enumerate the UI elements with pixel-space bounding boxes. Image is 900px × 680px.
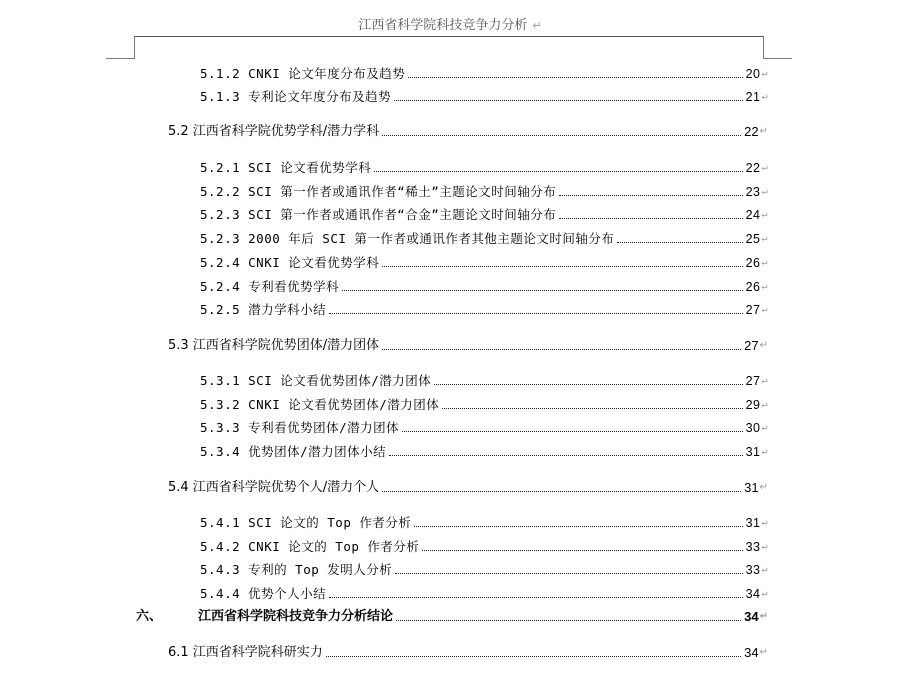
toc-leader [408, 77, 742, 78]
toc-entry-page: 30 [745, 421, 761, 435]
toc-entry-page: 27 [745, 303, 761, 317]
toc-entry-page: 31 [745, 445, 761, 459]
toc-entry[interactable] [200, 558, 768, 578]
toc-leader [382, 349, 741, 350]
toc-entry-page: 34 [744, 609, 759, 624]
toc-entry-title: 5.2.4 专利看优势学科 [200, 279, 340, 294]
toc-entry[interactable] [200, 440, 768, 460]
toc-leader [326, 656, 741, 657]
paragraph-mark-icon: ↵ [761, 422, 768, 433]
toc-leader [329, 597, 742, 598]
toc-leader [396, 620, 741, 621]
toc-entry-page: 27 [745, 374, 761, 388]
toc-leader [329, 313, 742, 314]
toc-entry[interactable] [200, 203, 768, 223]
toc-entry-page: 33 [745, 540, 761, 554]
toc-leader [617, 242, 742, 243]
toc-entry-page: 25 [745, 232, 761, 246]
toc-entry-page: 33 [745, 563, 761, 577]
toc-leader [559, 218, 742, 219]
paragraph-mark-icon: ↵ [761, 162, 768, 173]
toc-entry-page: 22 [745, 161, 761, 175]
toc-leader [395, 573, 742, 574]
toc-entry-title: 5.4.2 CNKI 论文的 Top 作者分析 [200, 539, 420, 554]
toc-entry-page: 22 [744, 124, 759, 139]
toc-entry[interactable] [200, 369, 768, 389]
toc-leader [389, 455, 742, 456]
toc-entry[interactable] [200, 251, 768, 271]
toc-entry-page: 26 [745, 256, 761, 270]
paragraph-mark-icon: ↵ [761, 517, 768, 528]
paragraph-mark-icon: ↵ [759, 482, 768, 493]
toc-entry-page: 23 [745, 185, 761, 199]
paragraph-mark-icon: ↵ [761, 91, 768, 102]
toc-entry[interactable] [168, 334, 768, 354]
toc-entry-page: 34 [745, 587, 761, 601]
toc-entry-title: 6.1 江西省科学院科研实力 [168, 645, 323, 660]
toc-leader [434, 384, 742, 385]
toc-entry-title: 5.2.3 2000 年后 SCI 第一作者或通讯作者其他主题论文时间轴分布 [200, 231, 615, 246]
paragraph-mark-icon: ↵ [761, 446, 768, 457]
toc-entry-page: 20 [745, 67, 761, 81]
toc-entry[interactable] [200, 275, 768, 295]
toc-entry-title: 5.4 江西省科学院优势个人/潜力个人 [168, 480, 380, 495]
toc-entry-title: 5.3.1 SCI 论文看优势团体/潜力团体 [200, 373, 432, 388]
toc-entry-page: 29 [745, 398, 761, 412]
toc-entry-title: 5.4.3 专利的 Top 发明人分析 [200, 562, 393, 577]
paragraph-mark-icon: ↵ [761, 233, 768, 244]
toc-leader [374, 171, 742, 172]
toc-entry[interactable] [200, 85, 768, 105]
toc-entry[interactable] [168, 120, 768, 140]
toc-entry-title: 5.2.4 CNKI 论文看优势学科 [200, 255, 380, 270]
margin-corner-mark-right [763, 36, 792, 59]
toc-entry[interactable] [200, 416, 768, 436]
toc-entry-page: 24 [745, 208, 761, 222]
paragraph-mark-icon: ↵ [761, 281, 768, 292]
paragraph-mark-icon: ↵ [761, 375, 768, 386]
toc-entry-title: 江西省科学院科技竞争力分析结论 [198, 609, 394, 624]
toc-leader [442, 408, 742, 409]
paragraph-mark-icon: ↵ [759, 126, 768, 137]
paragraph-mark-icon: ↵ [761, 399, 768, 410]
running-header-text: 江西省科学院科技竞争力分析 [358, 18, 528, 33]
toc-leader [422, 550, 742, 551]
toc-entry[interactable] [200, 180, 768, 200]
paragraph-mark-icon: ↵ [761, 588, 768, 599]
toc-chapter-number: 六、 [136, 609, 163, 624]
paragraph-mark-icon: ↵ [761, 68, 768, 79]
toc-entry-title: 5.3 江西省科学院优势团体/潜力团体 [168, 338, 380, 353]
toc-entry[interactable] [200, 156, 768, 176]
toc-leader [382, 491, 741, 492]
toc-entry-title: 5.2.2 SCI 第一作者或通讯作者“稀土”主题论文时间轴分布 [200, 184, 557, 199]
toc-entry-page: 21 [745, 90, 761, 104]
toc-entry-title: 5.3.4 优势团体/潜力团体小结 [200, 444, 387, 459]
toc-leader [342, 290, 742, 291]
toc-entry-title: 5.1.2 CNKI 论文年度分布及趋势 [200, 66, 406, 81]
margin-corner-mark-left [106, 36, 135, 59]
paragraph-mark-icon: ↵ [761, 564, 768, 575]
toc-entry[interactable] [168, 641, 768, 661]
toc-entry[interactable] [200, 393, 768, 413]
paragraph-mark-icon: ↵ [761, 257, 768, 268]
toc-entry-title: 5.4.4 优势个人小结 [200, 586, 327, 601]
toc-entry-title: 5.3.2 CNKI 论文看优势团体/潜力团体 [200, 397, 440, 412]
toc-entry-page: 26 [745, 280, 761, 294]
paragraph-mark-icon: ↵ [761, 186, 768, 197]
toc-entry[interactable] [200, 582, 768, 602]
running-header [0, 14, 900, 33]
paragraph-mark-icon: ↵ [761, 304, 768, 315]
toc-entry[interactable] [168, 476, 768, 496]
paragraph-mark-icon: ↵ [759, 647, 768, 658]
toc-leader [402, 431, 742, 432]
paragraph-mark-icon: ↵ [759, 340, 768, 351]
toc-leader [559, 195, 742, 196]
toc-leader [382, 266, 742, 267]
toc-entry[interactable] [200, 298, 768, 318]
paragraph-mark-icon: ↵ [532, 19, 542, 32]
toc-entry-page: 31 [745, 516, 761, 530]
toc-entry[interactable] [200, 535, 768, 555]
toc-entry-title: 5.2 江西省科学院优势学科/潜力学科 [168, 124, 380, 139]
paragraph-mark-icon: ↵ [761, 541, 768, 552]
toc-entry-chapter[interactable] [136, 605, 768, 625]
paragraph-mark-icon: ↵ [761, 209, 768, 220]
toc-entry[interactable] [200, 227, 768, 247]
toc-entry-page: 34 [744, 645, 759, 660]
toc-leader [394, 100, 742, 101]
toc-entry-title: 5.2.1 SCI 论文看优势学科 [200, 160, 372, 175]
toc-entry-title: 5.4.1 SCI 论文的 Top 作者分析 [200, 515, 412, 530]
paragraph-mark-icon: ↵ [759, 611, 768, 622]
toc-entry[interactable] [200, 62, 768, 82]
toc-entry-page: 31 [744, 480, 759, 495]
toc-entry-page: 27 [744, 338, 759, 353]
toc-leader [382, 135, 741, 136]
toc-entry-title: 5.3.3 专利看优势团体/潜力团体 [200, 420, 400, 435]
toc-leader [414, 526, 742, 527]
toc-entry-title: 5.2.5 潜力学科小结 [200, 302, 327, 317]
toc-entry[interactable] [200, 511, 768, 531]
header-rule [134, 36, 764, 37]
toc-entry-title: 5.1.3 专利论文年度分布及趋势 [200, 89, 392, 104]
toc-entry-title: 5.2.3 SCI 第一作者或通讯作者“合金”主题论文时间轴分布 [200, 207, 557, 222]
